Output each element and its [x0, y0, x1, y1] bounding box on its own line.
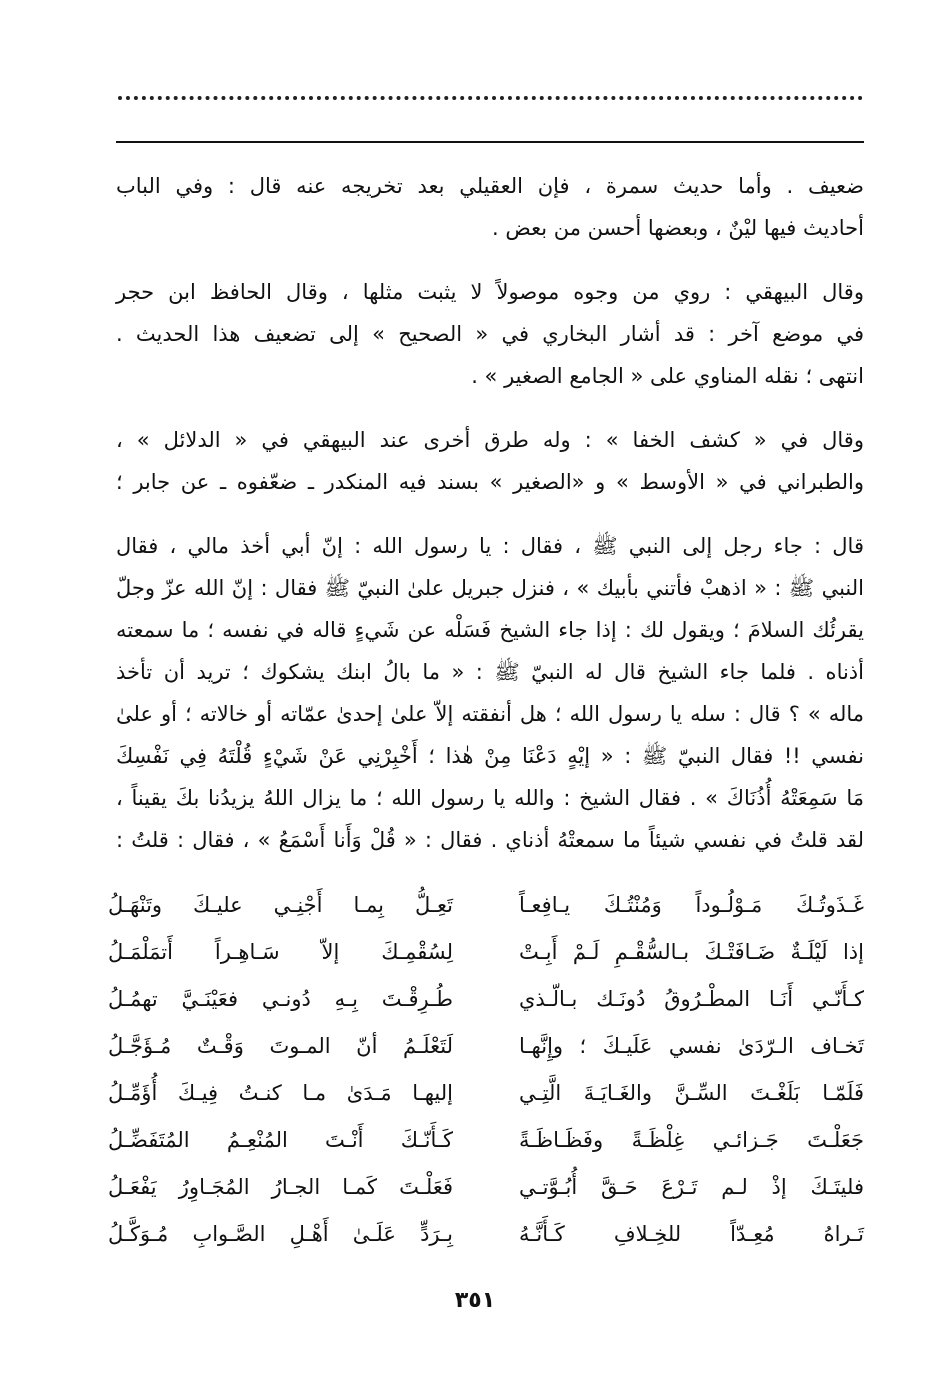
text-line: مَا سَمِعَتْهُ أُذُنَاكَ » . فقال الشيخ : والله يا رسول الله ؛ ما يزال اللهُ يزيدُنا بكَ يقيناً ،: [116, 786, 864, 810]
poem-verse: [108, 976, 864, 1023]
paragraph: [116, 271, 864, 397]
poem-verse: [108, 1211, 864, 1258]
dotted-separator: [118, 80, 863, 100]
text-line: في موضع آخر : قد أشار البخاري في « الصحيح » إلى تضعيف هذا الحديث .: [116, 322, 864, 346]
poem-verse: [108, 1023, 864, 1070]
text-line: والطبراني في « الأوسط » و «الصغير » بسند فيه المنكدر ـ ضعّفوه ـ عن جابر ؛: [116, 470, 864, 494]
poem-verse: [108, 929, 864, 976]
verse-first-hemistich: إذا لَيْلَـةٌ ضَـافَتْـكَ بـالسُّقْـمِ لَـمْ أَبِـتْ: [519, 940, 864, 964]
verse-second-hemistich: لِسُقْمِـكَ إلاّ سَـاهِـراً أَتمَلْمَـلُ: [108, 940, 453, 964]
text-line: لقد قلتُ في نفسي شيئاً ما سمعتْهُ أذناي . فقال : « قُلْ وَأَنا أَسْمَعُ » ، فقال : قلتُ :: [116, 828, 864, 852]
verse-second-hemistich: فَعَلْـتَ كَمـا الجـارُ المُجَـاوِرُ يَفْعَـلُ: [108, 1175, 453, 1199]
poem-verse: [108, 1070, 864, 1117]
verse-second-hemistich: تَعِـلُّ بِمـا أَجْنِـي عليـكَ وتَنْهَـلُ: [108, 893, 453, 917]
poem-verse: [108, 882, 864, 929]
verse-first-hemistich: فَلَمّـا بَلَغْـتَ السِّـنَّ والغَـايَـةَ الَّتِـي: [519, 1081, 864, 1105]
page-number: ٣٥١: [454, 1288, 496, 1313]
text-line: انتهى ؛ نقله المناوي على « الجامع الصغير » .: [471, 364, 864, 388]
poem-verse: [108, 1117, 864, 1164]
text-line: نفسي !! فقال النبيّ ﷺ : « إيْهٍ دَعْنَا مِنْ هٰذا ؛ أَخْبِرْنِي عَنْ شَيْءٍ قُلْتَهُ فِي نَفْسِكَ: [116, 744, 864, 768]
verse-second-hemistich: إليهـا مَـدَىٰ مـا كنـتُ فِيـكَ أُؤَمِّـلُ: [108, 1081, 453, 1105]
text-line: يقرئُك السلامَ ؛ ويقول لك : إذا جاء الشيخ فَسَلْه عن شَيءٍ قاله في نفسه ؛ ما سمعته: [116, 618, 864, 642]
verse-second-hemistich: لَتَعْلَـمُ أنّ المـوتَ وَقْـتٌ مُـؤَجَّـلُ: [108, 1034, 453, 1058]
verse-first-hemistich: تَخـاف الـرّدَىٰ نفسي عَلَيـكَ ؛ وإِنَّهـا: [519, 1034, 864, 1058]
verse-first-hemistich: كـأَنّـي أَنَـا المطْـرُوقُ دُونَـك بـالّـذي: [519, 987, 864, 1011]
paragraph: [116, 165, 864, 249]
paragraph: [116, 419, 864, 503]
poem: [108, 882, 864, 1258]
text-line: أحاديث فيها ليْنٌ ، وبعضها أحسن من بعض .: [492, 216, 864, 240]
verse-first-hemistich: جَعَلْـتَ جَـزائـي غِلْظَـةً وفَظَـاظَـةً: [519, 1128, 864, 1152]
poem-verse: [108, 1164, 864, 1211]
text-line: ماله » ؟ قال : سله يا رسول الله ؛ هل أنفقته إلاّ علىٰ إحدىٰ عمّاته أو خالاته ؛ أو علىٰ: [116, 702, 864, 726]
verse-first-hemistich: تَـراهُ مُعِـدّاً للخِـلافِ كَـأَنَّـهُ: [519, 1222, 864, 1246]
verse-first-hemistich: غَـذَوتُـكَ مَـوْلُـوداً وَمُنْتُـكَ يـافِعـاً: [519, 893, 864, 917]
footnote-text: [116, 165, 864, 875]
footnote-rule: [116, 141, 864, 143]
text-line: أذناه . فلما جاء الشيخ قال له النبيّ ﷺ : « ما بالُ ابنك يشكوك ؛ تريد أن تأخذ: [116, 660, 864, 684]
text-line: وقال البيهقي : روي من وجوه موصولاً لا يثبت مثلها ، وقال الحافظ ابن حجر: [116, 280, 864, 304]
verse-first-hemistich: فليتَـكَ إذْ لـم تَـرْعَ حَـقَّ أُبُـوَّتـي: [519, 1175, 864, 1199]
paragraph: [116, 525, 864, 861]
text-line: ضعيف . وأما حديث سمرة ، فإن العقيلي بعد تخريجه عنه قال : وفي الباب: [116, 174, 864, 198]
text-line: قال : جاء رجل إلى النبي ﷺ ، فقال : يا رسول الله : إنّ أبي أخذ مالي ، فقال: [116, 534, 864, 558]
verse-second-hemistich: بِـرَدٍّ عَلَـىٰ أَهْـلِ الصَّـوابِ مُـوَكَّـلُ: [108, 1222, 453, 1246]
text-line: النبي ﷺ : « اذهبْ فأتني بأبيك » ، فنزل جبريل علىٰ النبيّ ﷺ فقال : إنّ الله عزّ وجلّ: [116, 576, 864, 600]
text-line: وقال في « كشف الخفا » : وله طرق أخرى عند البيهقي في « الدلائل » ،: [116, 428, 864, 452]
verse-second-hemistich: طُـرِقْـتَ بِـهِ دُونـي فعَيْنَـيَّ تهمُـلُ: [108, 987, 453, 1011]
verse-second-hemistich: كَـأَنّـكَ أَنْـتَ المُنْعِـمُ المُتَفَضِّـلُ: [108, 1128, 453, 1152]
